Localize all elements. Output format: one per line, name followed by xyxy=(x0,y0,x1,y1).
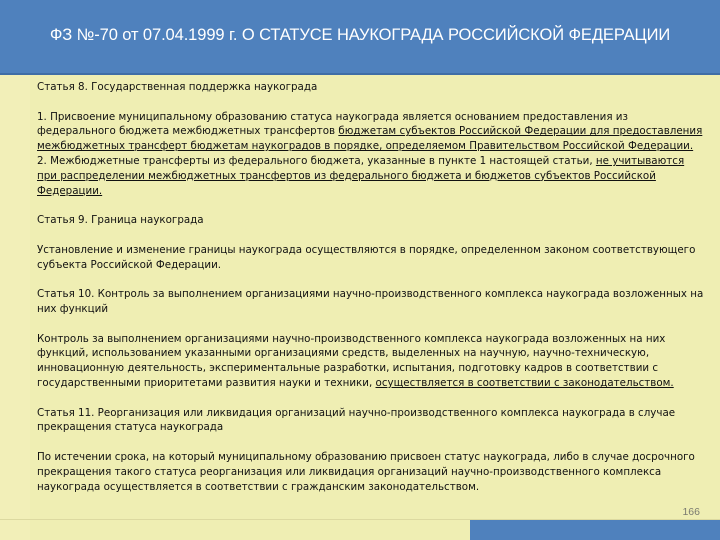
article-8-title: Статья 8. Государственная поддержка наукограда xyxy=(37,81,318,93)
article-11-title: Статья 11. Реорганизация или ликвидация организаций научно-производственного комплекса наукограда в случае прекращения статуса наукограда xyxy=(37,406,676,434)
article-8-p1-text: 1. Присвоение муниципальному образованию статуса наукограда является основанием предоставления из федерального бюджета межбюджетных трансфертов xyxy=(37,110,628,138)
article-8-paragraph-2 xyxy=(37,154,705,198)
article-8-p2-text: 2. Межбюджетные трансферты из федерального бюджета, указанные в пункте 1 настоящей статьи, xyxy=(37,154,596,167)
article-8-p2-underlined: не учитываются при распределении межбюджетных трансфертов из федерального бюджета и бюджетов субъектов Российской Федерации. xyxy=(37,154,685,197)
page-number: 166 xyxy=(682,506,700,518)
article-11-paragraph: По истечении срока, на который муниципальному образованию присвоен статус наукограда, либо в случае досрочного прекращения такого статуса реорганизация или ликвидация организаций научно-производственного комплекса наукограда осуществляется в соответствии с гражданским законодательством. xyxy=(37,450,695,493)
article-8-paragraph-1 xyxy=(37,110,705,154)
content-panel xyxy=(30,75,720,540)
article-10-paragraph xyxy=(37,332,705,391)
article-10-underlined: осуществляется в соответствии с законодательством. xyxy=(375,376,674,389)
slide-title: ФЗ №-70 от 07.04.1999 г. О СТАТУСЕ НАУКОГРАДА РОССИЙСКОЙ ФЕДЕРАЦИИ xyxy=(49,26,671,44)
left-margin-strip xyxy=(0,75,30,540)
article-10-text: Контроль за выполнением организациями научно-производственного комплекса наукограда возложенных на них функций, использованием указанными организациями средств, выделенных на научную, научно-техническую, инновационную деятельность, экспериментальные разработки, испытания, подготовку кадров в соответствии с государственными приоритетами развития науки и техники, xyxy=(37,332,666,389)
article-9-title: Статья 9. Граница наукограда xyxy=(37,214,204,227)
article-8-p1-underlined: бюджетам субъектов Российской Федерации для предоставления межбюджетных трансферт бюджетам наукоградов в порядке, определяемом Правительством Российской Федерации. xyxy=(37,125,703,153)
article-10-title: Статья 10. Контроль за выполнением организациями научно-производственного комплекса наукограда возложенных на них функций xyxy=(37,288,704,315)
slide-header xyxy=(0,0,720,75)
law-text xyxy=(37,80,705,494)
footer-accent-bar xyxy=(470,520,720,540)
article-9-paragraph: Установление и изменение границы наукограда осуществляются в порядке, определенном законом соответствующего субъекта Российской Федерации. xyxy=(37,243,696,271)
